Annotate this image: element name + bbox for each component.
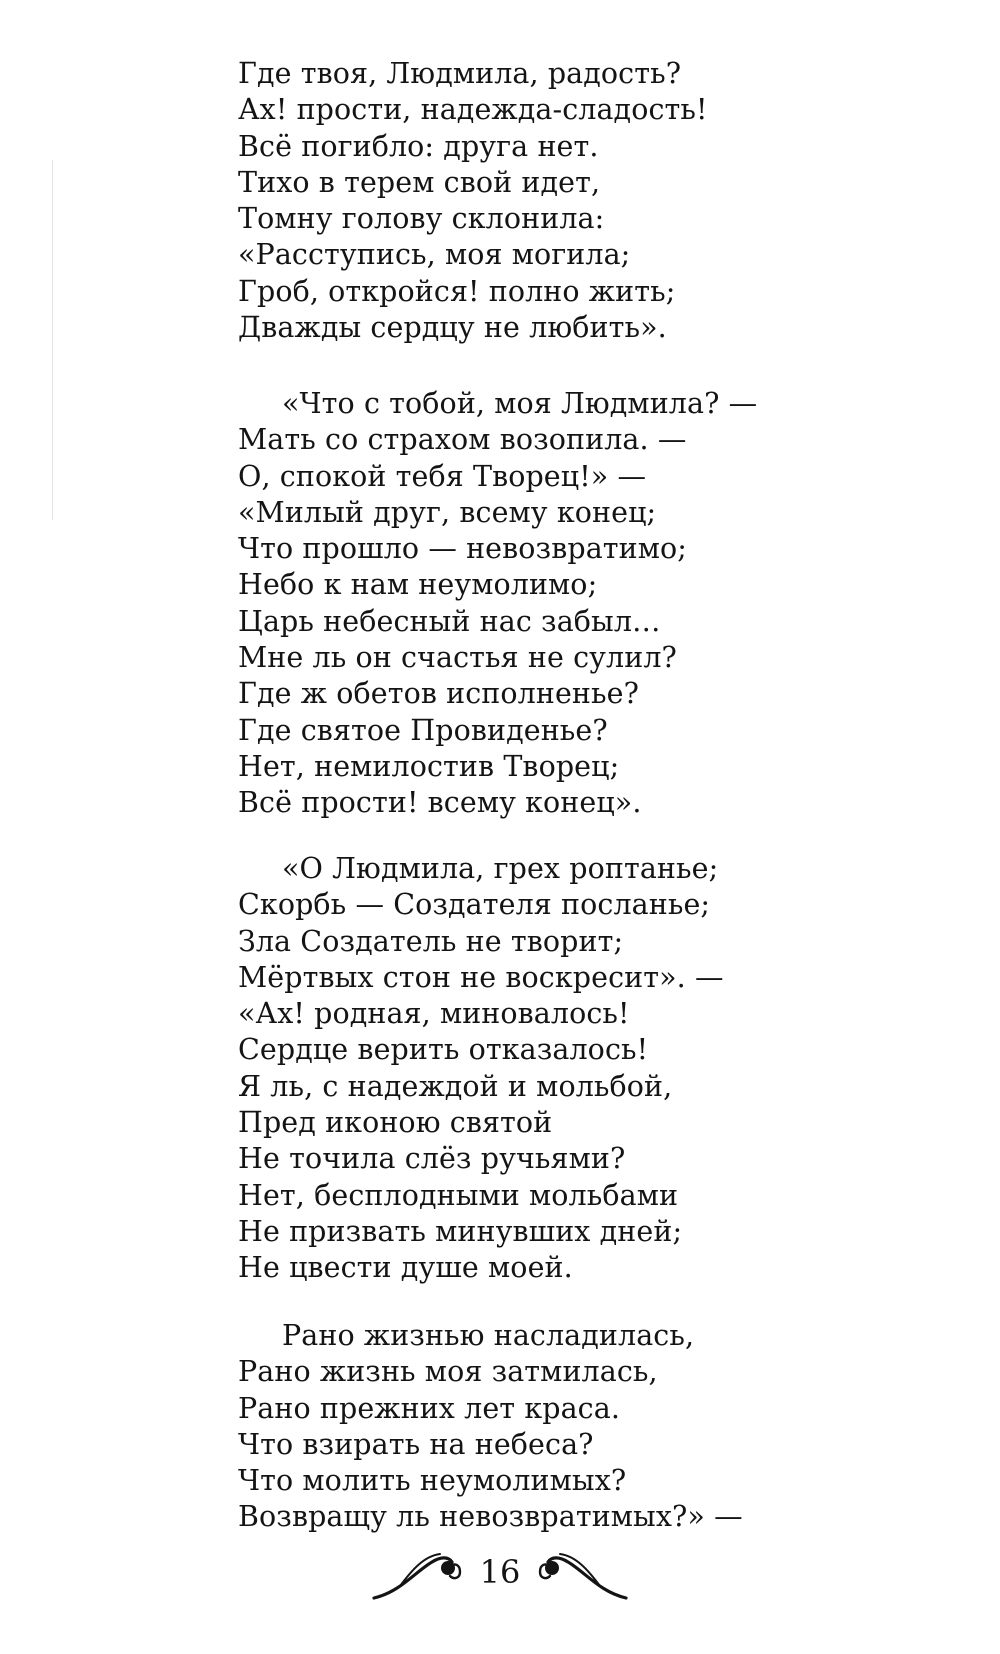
poem-line: Возвращу ль невозвратимых?» — [238, 1500, 743, 1534]
stanza-1 [238, 56, 958, 346]
poem-line: Мне ль он счастья не сулил? [238, 641, 677, 675]
poem-line: Ах! прости, надежда-сладость! [238, 93, 708, 127]
page-footer [370, 1542, 630, 1606]
poem-line: Рано жизнью насладилась, [282, 1319, 695, 1352]
stanza-4 [238, 1318, 958, 1536]
stanza-3 [238, 851, 958, 1287]
poem-line: Где святое Провиденье? [238, 713, 608, 747]
poem-line: Нет, бесплодными мольбами [238, 1178, 679, 1212]
poem-line: Что взирать на небеса? [238, 1427, 594, 1461]
poem-line: «Милый друг, всему конец; [238, 495, 657, 529]
poem-line: Скорбь — Создателя посланье; [238, 888, 711, 922]
poem-line: «Ах! родная, миновалось! [238, 997, 630, 1031]
poem-line: Нет, немилостив Творец; [238, 749, 620, 783]
poem-line: Всё погибло: друга нет. [238, 129, 599, 163]
poem-line: Что прошло — невозвратимо; [238, 532, 687, 566]
poem-line: Пред иконою святой [238, 1106, 553, 1140]
poem-line: Рано жизнь моя затмилась, [238, 1355, 658, 1389]
poem-line: Рано прежних лет краса. [238, 1391, 620, 1425]
poem-line: Небо к нам неумолимо; [238, 568, 598, 602]
poem-line: Мать со страхом возопила. — [238, 423, 687, 457]
poem-line: Что молить неумолимых? [238, 1464, 627, 1498]
poem-line: Не точила слёз ручьями? [238, 1142, 626, 1176]
poem-line: Гроб, откройся! полно жить; [238, 274, 676, 308]
poem-line: Томну голову склонила: [238, 202, 605, 236]
poem-line: Царь небесный нас забыл… [238, 604, 661, 638]
poem-line: О, спокой тебя Творец!» — [238, 459, 647, 493]
poem-line: Где твоя, Людмила, радость? [238, 57, 682, 90]
poem-line: «О Людмила, грех роптанье; [282, 852, 719, 885]
poem-line: Зла Создатель не творит; [238, 924, 624, 958]
poem-line: «Расступись, моя могила; [238, 238, 631, 272]
poem-line: Где ж обетов исполненье? [238, 677, 639, 711]
poem-line: Мёртвых стон не воскресит». — [238, 960, 724, 994]
poem-line: Я ль, с надеждой и мольбой, [238, 1069, 673, 1103]
page-number: 16 [479, 1553, 521, 1591]
stanza-2 [238, 386, 958, 822]
page-edge-mark [52, 160, 53, 520]
poem-line: Сердце верить отказалось! [238, 1033, 649, 1067]
poem-line: Не призвать минувших дней; [238, 1214, 683, 1248]
poem-line: Всё прости! всему конец». [238, 786, 642, 820]
poem-line: Не цвести душе моей. [238, 1251, 573, 1285]
poem-line: «Что с тобой, моя Людмила? — [282, 387, 758, 420]
poem-line: Тихо в терем свой идет, [238, 165, 601, 199]
poem-line: Дважды сердцу не любить». [238, 311, 667, 345]
